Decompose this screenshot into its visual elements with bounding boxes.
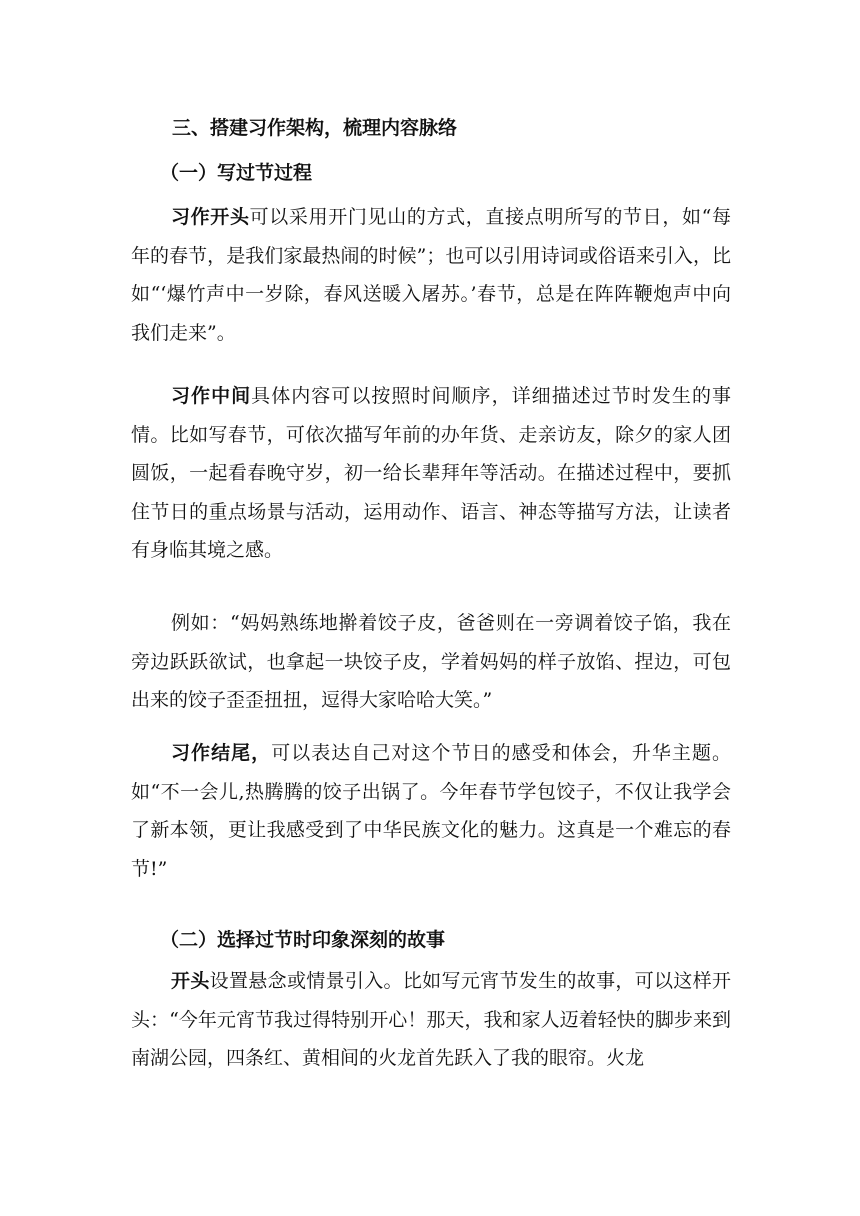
paragraph-example bbox=[131, 604, 731, 720]
paragraph-body: 例如：“妈妈熟练地擀着饺子皮，爸爸则在一旁调着饺子馅，我在旁边跃跃欲试，也拿起一块饺子皮，学着妈妈的样子放馅、捏边，可包出来的饺子歪歪扭扭，逗得大家哈哈大笑。” bbox=[131, 612, 731, 711]
paragraph-body: 可以采用开门见山的方式，直接点明所写的节日，如“每年的春节，是我们家最热闹的时候”；也可以引用诗词或俗语来引入，比如“‘爆竹声中一岁除，春风送暖入屠苏。’春节，总是在阵阵鞭炮声中向我们走来”。 bbox=[131, 206, 731, 344]
paragraph-ending bbox=[131, 734, 731, 888]
paragraph-lead: 习作中间 bbox=[171, 385, 252, 407]
paragraph-opening bbox=[131, 198, 731, 352]
paragraph-lead: 习作开头 bbox=[171, 206, 250, 228]
paragraph-lead: 开头 bbox=[171, 970, 210, 992]
paragraph-body: 具体内容可以按照时间顺序，详细描述过节时发生的事情。比如写春节，可依次描写年前的办年货、走亲访友，除夕的家人团圆饭，一起看春晚守岁，初一给长辈拜年等活动。在描述过程中，要抓住节日的重点场景与活动，运用动作、语言、神态等描写方法，让读者有身临其境之感。 bbox=[131, 385, 731, 561]
subheading-memorable-story: （二）选择过节时印象深刻的故事 bbox=[160, 929, 446, 951]
subheading-festival-process: （一）写过节过程 bbox=[160, 162, 313, 184]
paragraph-body: 可以表达自己对这个节日的感受和体会，升华主题。如“不一会儿,热腾腾的饺子出锅了。今年春节学包饺子，不仅让我学会了新本领，更让我感受到了中华民族文化的魅力。这真是一个难忘的春节!” bbox=[131, 742, 731, 880]
paragraph-middle bbox=[131, 377, 731, 570]
paragraph-lead: 习作结尾， bbox=[171, 742, 272, 764]
section-heading: 三、搭建习作架构，梳理内容脉络 bbox=[172, 117, 458, 139]
paragraph-body: 设置悬念或情景引入。比如写元宵节发生的故事，可以这样开头：“今年元宵节我过得特别开心！那天，我和家人迈着轻快的脚步来到南湖公园，四条红、黄相间的火龙首先跃入了我的眼帘。火龙 bbox=[131, 970, 731, 1069]
paragraph-story-opening bbox=[131, 962, 731, 1078]
